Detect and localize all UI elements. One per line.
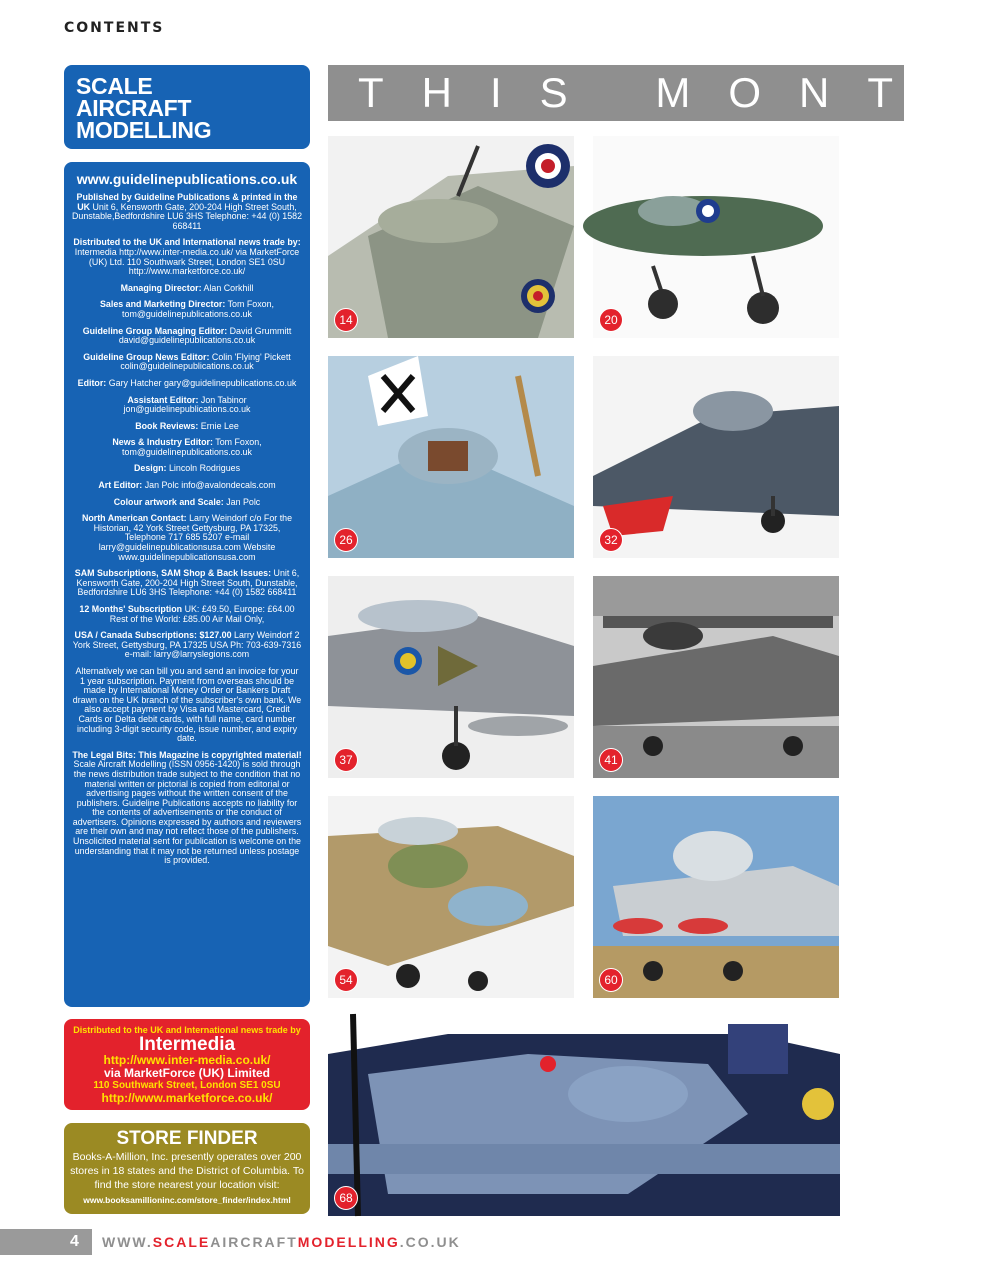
- page-footer: [0, 1229, 904, 1255]
- info-block-heading: Sales and Marketing Director:: [100, 299, 226, 310]
- info-block-text: Tom Foxon, tom@guidelinepublications.co.uk: [122, 437, 262, 457]
- info-block: [72, 514, 302, 562]
- distributor-link-2[interactable]: http://www.marketforce.co.uk/: [101, 1091, 273, 1105]
- page-number-badge: 37: [334, 748, 358, 772]
- aircraft-photo-image: [328, 796, 574, 998]
- article-photo-68[interactable]: [328, 1014, 840, 1216]
- footer-url-suffix: .CO.UK: [399, 1234, 461, 1250]
- aircraft-photo-image: [328, 576, 574, 778]
- info-block-text: Larry Weindorf 2 York Street, Gettysburg, PA 17325 USA Ph: 703-639-7316 e-mail: larry@larryslegions.com: [72, 630, 302, 660]
- aircraft-profile-artwork: [328, 1014, 840, 1216]
- info-block-heading: Colour artwork and Scale:: [113, 496, 224, 507]
- aircraft-photo-image: [593, 576, 839, 778]
- info-block-heading: Guideline Group Managing Editor:: [82, 325, 228, 336]
- info-block-heading: USA / Canada Subscriptions: $127.00: [74, 630, 232, 641]
- info-block: [72, 569, 302, 598]
- info-block: [72, 464, 302, 474]
- info-block-text: Larry Weindorf c/o For the Historian, 42 York Street Gettysburg, PA 17325, Telephone 717 685 5207 e-mail larry@guidelinepublicationsusa.com Website www.guidelinepublicationsusa.com: [93, 513, 293, 562]
- page-number-badge: 60: [599, 968, 623, 992]
- info-block-text: Scale Aircraft Modelling (ISSN 0956-1420) is sold through the news distribution trade subject to the condition that no material written or pictorial is copied from editorial or advertising pages without the written consent of the publishers. Guideline Publications accepts no liability for the contents of advertisements or the conduct of advertisers. Opinions expressed by authors and reviewers are their own and may not reflect those of the publishers. Unsolicited material sent for publication is welcome on the understanding that it may not be returned unless postage is provided.: [72, 759, 302, 866]
- info-block-text: Jan Polc: [226, 496, 261, 507]
- info-block-heading: Book Reviews:: [135, 420, 199, 431]
- section-label: CONTENTS: [64, 20, 165, 36]
- page-number-badge: 54: [334, 968, 358, 992]
- info-block: [72, 353, 302, 372]
- info-block-heading: Published by Guideline Publications & printed in the UK: [76, 192, 298, 212]
- info-block: [72, 193, 302, 231]
- page-number-badge: 41: [599, 748, 623, 772]
- article-photo-26[interactable]: [328, 356, 574, 558]
- logo-line-1: SCALE: [76, 73, 153, 99]
- info-block-heading: Editor:: [77, 377, 107, 388]
- article-photo-37[interactable]: [328, 576, 574, 778]
- info-block-heading: The Legal Bits: This Magazine is copyrighted material!: [72, 749, 302, 760]
- logo-line-3: MODELLING: [76, 117, 212, 143]
- article-photo-32[interactable]: [593, 356, 839, 558]
- info-block: [72, 631, 302, 660]
- publisher-info-blocks: [72, 193, 302, 866]
- info-block-heading: News & Industry Editor:: [112, 437, 213, 448]
- store-finder-link[interactable]: www.booksamillioninc.com/store_finder/index.html: [83, 1195, 291, 1205]
- info-block-text: Unit 6, Kensworth Gate, 200-204 High Street South, Dunstable,Bedfordshire LU6 3HS Telephone: +44 (0) 1582 668411: [72, 201, 302, 231]
- aircraft-photo-image: [593, 136, 839, 338]
- info-block: [72, 667, 302, 744]
- article-photo-41[interactable]: [593, 576, 839, 778]
- info-block: [72, 327, 302, 346]
- info-block-heading: Design:: [133, 463, 167, 474]
- info-block: [72, 379, 302, 389]
- article-photo-54[interactable]: [328, 796, 574, 998]
- info-block-text: Gary Hatcher gary@guidelinepublications.co.uk: [108, 377, 297, 388]
- page-number-badge: 14: [334, 308, 358, 332]
- aircraft-photo-image: [328, 136, 574, 338]
- info-block: [72, 481, 302, 491]
- info-block: [72, 498, 302, 508]
- aircraft-photo-image: [593, 796, 839, 998]
- footer-url-aircraft: AIRCRAFT: [210, 1234, 298, 1250]
- page-number: 4: [70, 1233, 79, 1250]
- info-block: [72, 396, 302, 415]
- info-block-text: Alternatively we can bill you and send an invoice for your 1 year subscription. Payment from overseas should be made by International Money Order or Bankers Draft drawn on the UK branch of the subscriber's own bank. We also accept payment by Visa and Mastercard, Credit Cards or Delta debit cards, with full name, card number including 3-digit security code, issue number, and expiry date.: [72, 665, 302, 744]
- distributor-address: 110 Southwark Street, London SE1 0SU: [93, 1080, 281, 1091]
- logo-line-2: AIRCRAFT: [76, 95, 192, 121]
- info-block: [72, 300, 302, 319]
- info-block: [72, 751, 302, 866]
- distributor-line-4: via MarketForce (UK) Limited: [103, 1066, 271, 1080]
- info-block-text: David Grummitt david@guidelinepublications.co.uk: [118, 325, 292, 346]
- info-block-heading: Distributed to the UK and International news trade by:: [73, 237, 301, 248]
- this-month-banner: THIS MONTH: [328, 65, 904, 121]
- footer-url-modelling: MODELLING: [297, 1234, 400, 1250]
- distributor-box: [64, 1019, 310, 1110]
- footer-url-scale: SCALE: [152, 1234, 211, 1250]
- page-number-badge: 32: [599, 528, 623, 552]
- info-block-text: Colin 'Flying' Pickett colin@guidelinepublications.co.uk: [120, 351, 291, 372]
- magazine-logo: [64, 65, 310, 149]
- article-photo-60[interactable]: [593, 796, 839, 998]
- page-number-badge: 68: [334, 1186, 358, 1210]
- info-block-heading: Guideline Group News Editor:: [83, 351, 210, 362]
- info-block-text: Intermedia http://www.inter-media.co.uk/ via MarketForce (UK) Ltd. 110 Southwark Street, London SE1 0SU http://www.marketforce.co.uk/: [74, 246, 300, 277]
- page-number-badge: 26: [334, 528, 358, 552]
- aircraft-photo-image: [593, 356, 839, 558]
- footer-url[interactable]: [102, 1229, 461, 1255]
- distributor-line-1: Distributed to the UK and International news trade by: [73, 1025, 301, 1035]
- footer-url-prefix: WWW.: [102, 1234, 153, 1250]
- store-finder-box: [64, 1123, 310, 1214]
- article-photo-20[interactable]: [593, 136, 839, 338]
- info-block-heading: North American Contact:: [81, 513, 187, 524]
- info-block-heading: Assistant Editor:: [127, 394, 199, 405]
- info-block-heading: SAM Subscriptions, SAM Shop & Back Issues:: [74, 568, 272, 579]
- info-block-text: Unit 6, Kensworth Gate, 200-204 High Street South, Dunstable, Bedfordshire LU6 3HS Telephone: +44 (0) 1582 668411: [76, 568, 300, 598]
- info-block-text: Ernie Lee: [200, 420, 239, 431]
- info-block-text: Alan Corkhill: [203, 282, 254, 293]
- info-block: [72, 438, 302, 457]
- info-block-text: Tom Foxon, tom@guidelinepublications.co.uk: [122, 299, 274, 319]
- info-block-text: Jan Polc info@avalondecals.com: [144, 480, 276, 491]
- publisher-website-link[interactable]: www.guidelinepublications.co.uk: [76, 171, 298, 187]
- store-finder-title: STORE FINDER: [116, 1128, 258, 1149]
- info-block: [72, 605, 302, 624]
- info-block-text: Jon Tabinor jon@guidelinepublications.co.uk: [123, 394, 251, 415]
- info-block-heading: Art Editor:: [98, 480, 143, 491]
- info-block: [72, 422, 302, 432]
- info-block: [72, 284, 302, 294]
- info-block-heading: 12 Months' Subscription: [79, 604, 183, 614]
- article-photo-14[interactable]: [328, 136, 574, 338]
- aircraft-photo-image: [328, 356, 574, 558]
- store-finder-body: Books-A-Million, Inc. presently operates over 200 stores in 18 states and the District of Columbia. To find the store nearest your location visit:: [70, 1151, 304, 1191]
- distributor-name: Intermedia: [138, 1034, 236, 1055]
- info-block: [72, 238, 302, 276]
- info-block-text: UK: £49.50, Europe: £64.00 Rest of the World: £85.00 Air Mail Only,: [109, 604, 295, 624]
- publisher-info-panel: [64, 162, 310, 1007]
- distributor-link-1[interactable]: http://www.inter-media.co.uk/: [103, 1053, 271, 1067]
- info-block-heading: Managing Director:: [120, 282, 202, 293]
- page-number-badge: 20: [599, 308, 623, 332]
- info-block-text: Lincoln Rodrigues: [168, 463, 241, 474]
